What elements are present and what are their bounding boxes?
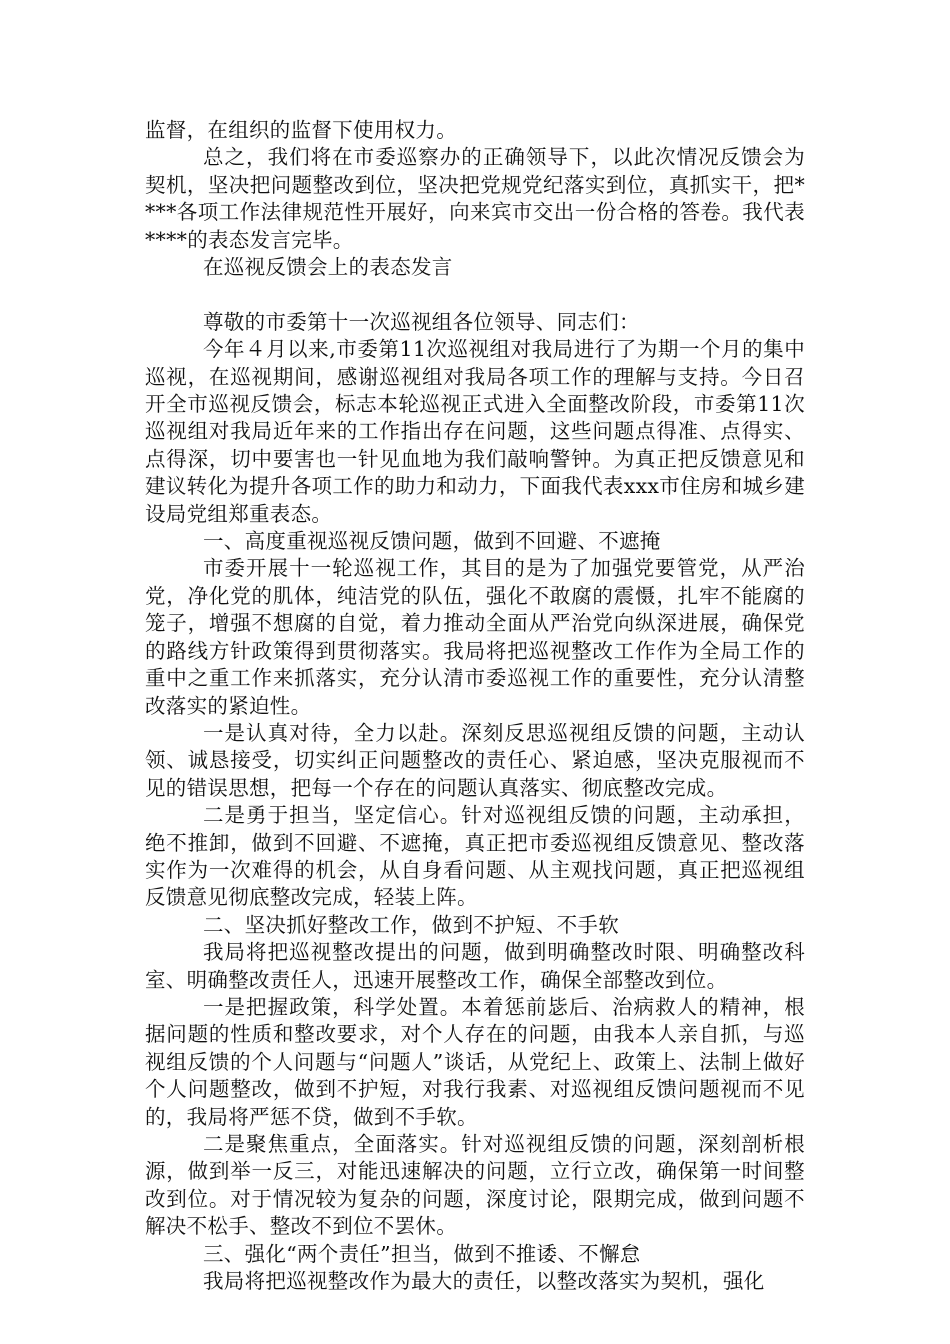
paragraph-body: 二是聚焦重点，全面落实。针对巡视组反馈的问题，深刻剖析根源，做到举一反三，对能迅速解决的问题，立行立改，确保第一时间整改到位。对于情况较为复杂的问题，深度讨论，限期完成，做到问题不解决不松手、整改不到位不罢休。 [145,1132,805,1239]
salutation: 尊敬的市委第十一次巡视组各位领导、同志们： [203,309,640,334]
heading-two: 二、坚决抓好整改工作，做到不护短、不手软 [203,912,619,937]
paragraph-intro: 今年４月以来,市委第11次巡视组对我局进行了为期一个月的集中巡视，在巡视期间，感谢巡视组对我局各项工作的理解与支持。今日召开全市巡视反馈会，标志本轮巡视正式进入全面整改阶段，市委第11次巡视组对我局近年来的工作指出存在问题，这些问题点得准、点得实、点得深，切中要害也一针见血地为我们敲响警钟。为真正把反馈意见和建议转化为提升各项工作的助力和动力，下面我代表xxx市住房和城乡建设局党组郑重表态。 [145,337,805,526]
paragraph-body: 一是认真对待，全力以赴。深刻反思巡视组反馈的问题，主动认领、诚恳接受，切实纠正问题整改的责任心、紧迫感，坚决克服视而不见的错误思想，把每一个存在的问题认真落实、彻底整改完成。 [145,720,805,800]
heading-one: 一、高度重视巡视反馈问题，做到不回避、不遮掩 [203,529,661,554]
paragraph-body: 市委开展十一轮巡视工作，其目的是为了加强党要管党，从严治党，净化党的肌体，纯洁党的队伍，强化不敢腐的震慑，扎牢不能腐的笼子，增强不想腐的自觉，着力推动全面从严治党向纵深进展，确保党的路线方针政策得到贯彻落实。我局将把巡视整改工作作为全局工作的重中之重工作来抓落实，充分认清市委巡视工作的重要性，充分认清整改落实的紧迫性。 [145,556,805,718]
paragraph-body: 我局将把巡视整改作为最大的责任，以整改落实为契机，强化 [203,1269,765,1294]
paragraph-conclusion: 总之，我们将在市委巡察办的正确领导下，以此次情况反馈会为契机，坚决把问题整改到位，坚决把党规党纪落实到位，真抓实干，把****各项工作法律规范性开展好，向来宾市交出一份合格的答卷。我代表****的表态发言完毕。 [145,145,805,252]
paragraph-body: 我局将把巡视整改提出的问题，做到明确整改时限、明确整改科室、明确整改责任人，迅速开展整改工作，确保全部整改到位。 [145,940,805,992]
paragraph-body: 一是把握政策，科学处置。本着惩前毖后、治病救人的精神，根据问题的性质和整改要求，对个人存在的问题，由我本人亲自抓，与巡视组反馈的个人问题与“问题人”谈话，从党纪上、政策上、法制上做好个人问题整改，做到不护短，对我行我素、对巡视组反馈问题视而不见的，我局将严惩不贷，做到不手软。 [145,994,805,1129]
paragraph-continuation: 监督，在组织的监督下使用权力。 [145,118,457,142]
paragraph-body: 二是勇于担当，坚定信心。针对巡视组反馈的问题，主动承担，绝不推卸，做到不回避、不遮掩，真正把市委巡视组反馈意见、整改落实作为一次难得的机会，从自身看问题、从主观找问题，真正把巡视组反馈意见彻底整改完成，轻装上阵。 [145,803,805,910]
document-body [145,117,805,1295]
section-title: 在巡视反馈会上的表态发言 [203,255,453,280]
heading-three: 三、强化“两个责任”担当，做到不推诿、不懈怠 [203,1241,641,1266]
blank-line [145,281,805,308]
